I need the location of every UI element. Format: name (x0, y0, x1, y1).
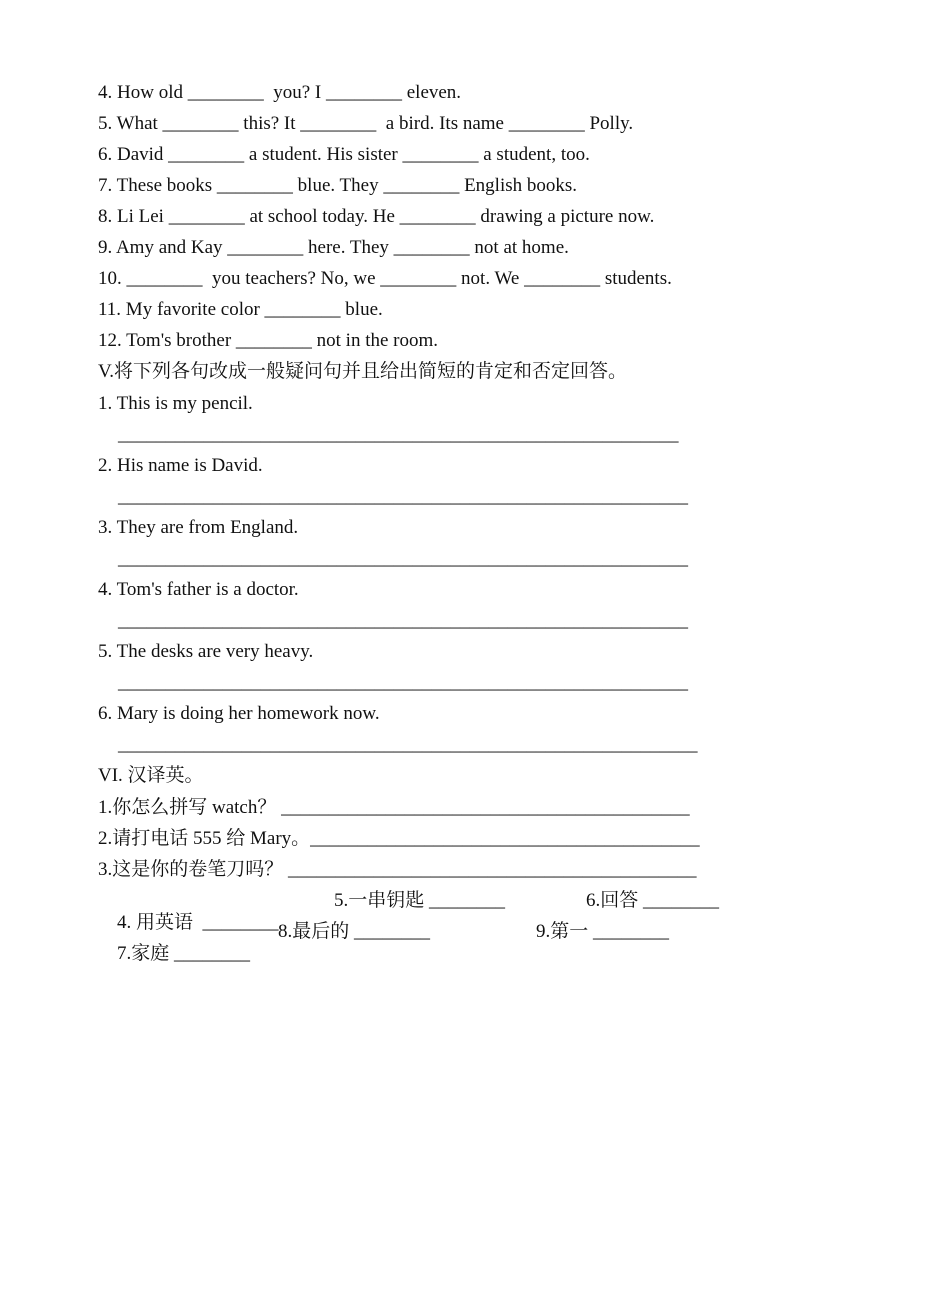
fill-in-item-6: 6. David ________ a student. His sister ________ a student, too. (98, 144, 590, 165)
section-5-sentence-2: 2. His name is David. (98, 455, 263, 476)
section-5-answer-line-3[interactable]: ____________________________________________________________ (118, 548, 688, 569)
section-5-answer-line-1[interactable]: ___________________________________________________________ (118, 424, 679, 445)
translation-item-2[interactable]: 2.请打电话 555 给 Mary。_________________________________________ (98, 828, 700, 849)
fill-in-item-11: 11. My favorite color ________ blue. (98, 299, 383, 320)
fill-in-item-9: 9. Amy and Kay ________ here. They ________ not at home. (98, 237, 569, 258)
translation-item-5[interactable]: 5.一串钥匙 ________ (334, 890, 506, 911)
translation-item-7[interactable]: 7.家庭 ________ (117, 943, 251, 964)
fill-in-item-12: 12. Tom's brother ________ not in the room. (98, 330, 439, 351)
translation-item-8[interactable]: 8.最后的 ________ (278, 921, 431, 942)
fill-in-item-4: 4. How old ________ you? I ________ eleven. (98, 82, 462, 103)
section-5-sentence-4: 4. Tom's father is a doctor. (98, 579, 299, 600)
translation-row-5 (98, 921, 251, 964)
section-6-heading: VI. 汉译英。 (98, 765, 204, 786)
translation-item-6[interactable]: 6.回答 ________ (586, 890, 720, 911)
section-5-sentence-3: 3. They are from England. (98, 517, 299, 538)
fill-in-item-8: 8. Li Lei ________ at school today. He ________ drawing a picture now. (98, 206, 655, 227)
section-5-answer-line-5[interactable]: ____________________________________________________________ (118, 672, 688, 693)
translation-row-4 (98, 890, 279, 933)
translation-item-4[interactable]: 4. 用英语 ________ (117, 912, 279, 933)
section-5-answer-line-2[interactable]: ____________________________________________________________ (118, 486, 688, 507)
section-5-answer-line-6[interactable]: _____________________________________________________________ (118, 734, 698, 755)
translation-item-1[interactable]: 1.你怎么拼写 watch？ ___________________________________________ (98, 797, 690, 818)
fill-in-item-7: 7. These books ________ blue. They ________ English books. (98, 175, 578, 196)
fill-in-item-5: 5. What ________ this? It ________ a bird. Its name ________ Polly. (98, 113, 634, 134)
section-5-answer-line-4[interactable]: ____________________________________________________________ (118, 610, 688, 631)
section-5-sentence-5: 5. The desks are very heavy. (98, 641, 314, 662)
translation-item-3[interactable]: 3.这是你的卷笔刀吗？ ___________________________________________ (98, 859, 697, 880)
translation-item-9[interactable]: 9.第一 ________ (536, 921, 670, 942)
fill-in-item-10: 10. ________ you teachers? No, we ________ not. We ________ students. (98, 268, 672, 289)
section-5-heading: V.将下列各句改成一般疑问句并且给出简短的肯定和否定回答。 (98, 361, 628, 382)
section-5-sentence-6: 6. Mary is doing her homework now. (98, 703, 380, 724)
section-5-sentence-1: 1. This is my pencil. (98, 393, 253, 414)
